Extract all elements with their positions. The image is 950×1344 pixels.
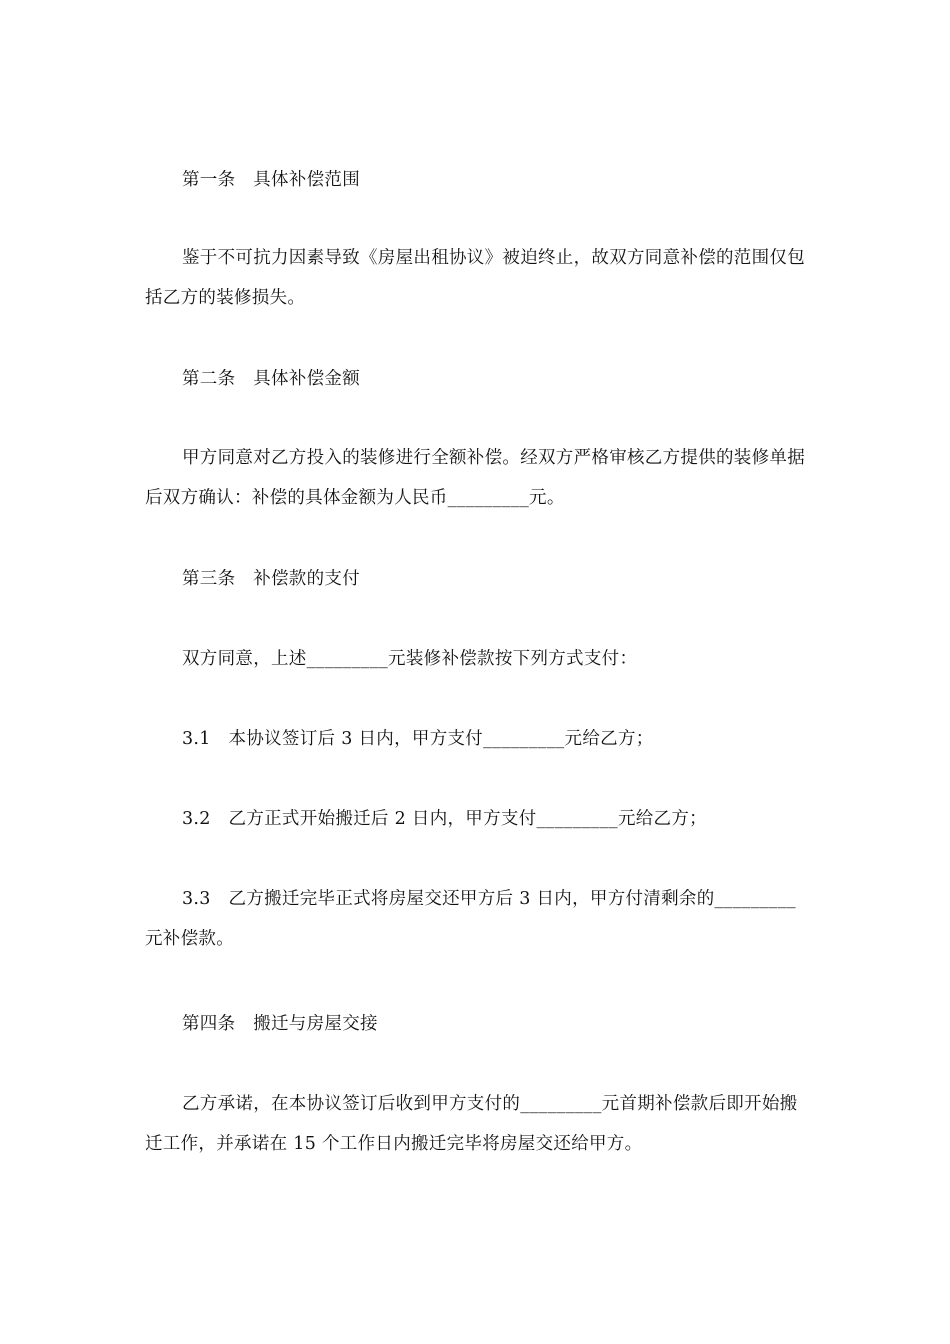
article-2-heading: 第二条 具体补偿金额	[182, 369, 360, 389]
payment-item-3-3: 3.3 乙方搬迁完毕正式将房屋交还甲方后 3 日内，甲方付清剩余的_________元补偿款。	[145, 889, 796, 949]
article-3-heading: 第三条 补偿款的支付	[182, 569, 360, 589]
article-2-body: 甲方同意对乙方投入的装修进行全额补偿。经双方严格审核乙方提供的装修单据后双方确认：补偿的具体金额为人民币_________元。	[145, 448, 805, 508]
article-4-heading: 第四条 搬迁与房屋交接	[182, 1014, 378, 1034]
article-3-intro: 双方同意，上述_________元装修补偿款按下列方式支付：	[182, 649, 638, 669]
payment-item-3-1: 3.1 本协议签订后 3 日内，甲方支付_________元给乙方；	[182, 729, 654, 749]
article-1-body: 鉴于不可抗力因素导致《房屋出租协议》被迫终止，故双方同意补偿的范围仅包括乙方的装修损失。	[145, 248, 805, 308]
payment-item-3-2: 3.2 乙方正式开始搬迁后 2 日内，甲方支付_________元给乙方；	[182, 809, 707, 829]
article-4-body: 乙方承诺，在本协议签订后收到甲方支付的_________元首期补偿款后即开始搬迁工作，并承诺在 15 个工作日内搬迁完毕将房屋交还给甲方。	[145, 1094, 798, 1154]
article-1-heading: 第一条 具体补偿范围	[182, 170, 360, 190]
